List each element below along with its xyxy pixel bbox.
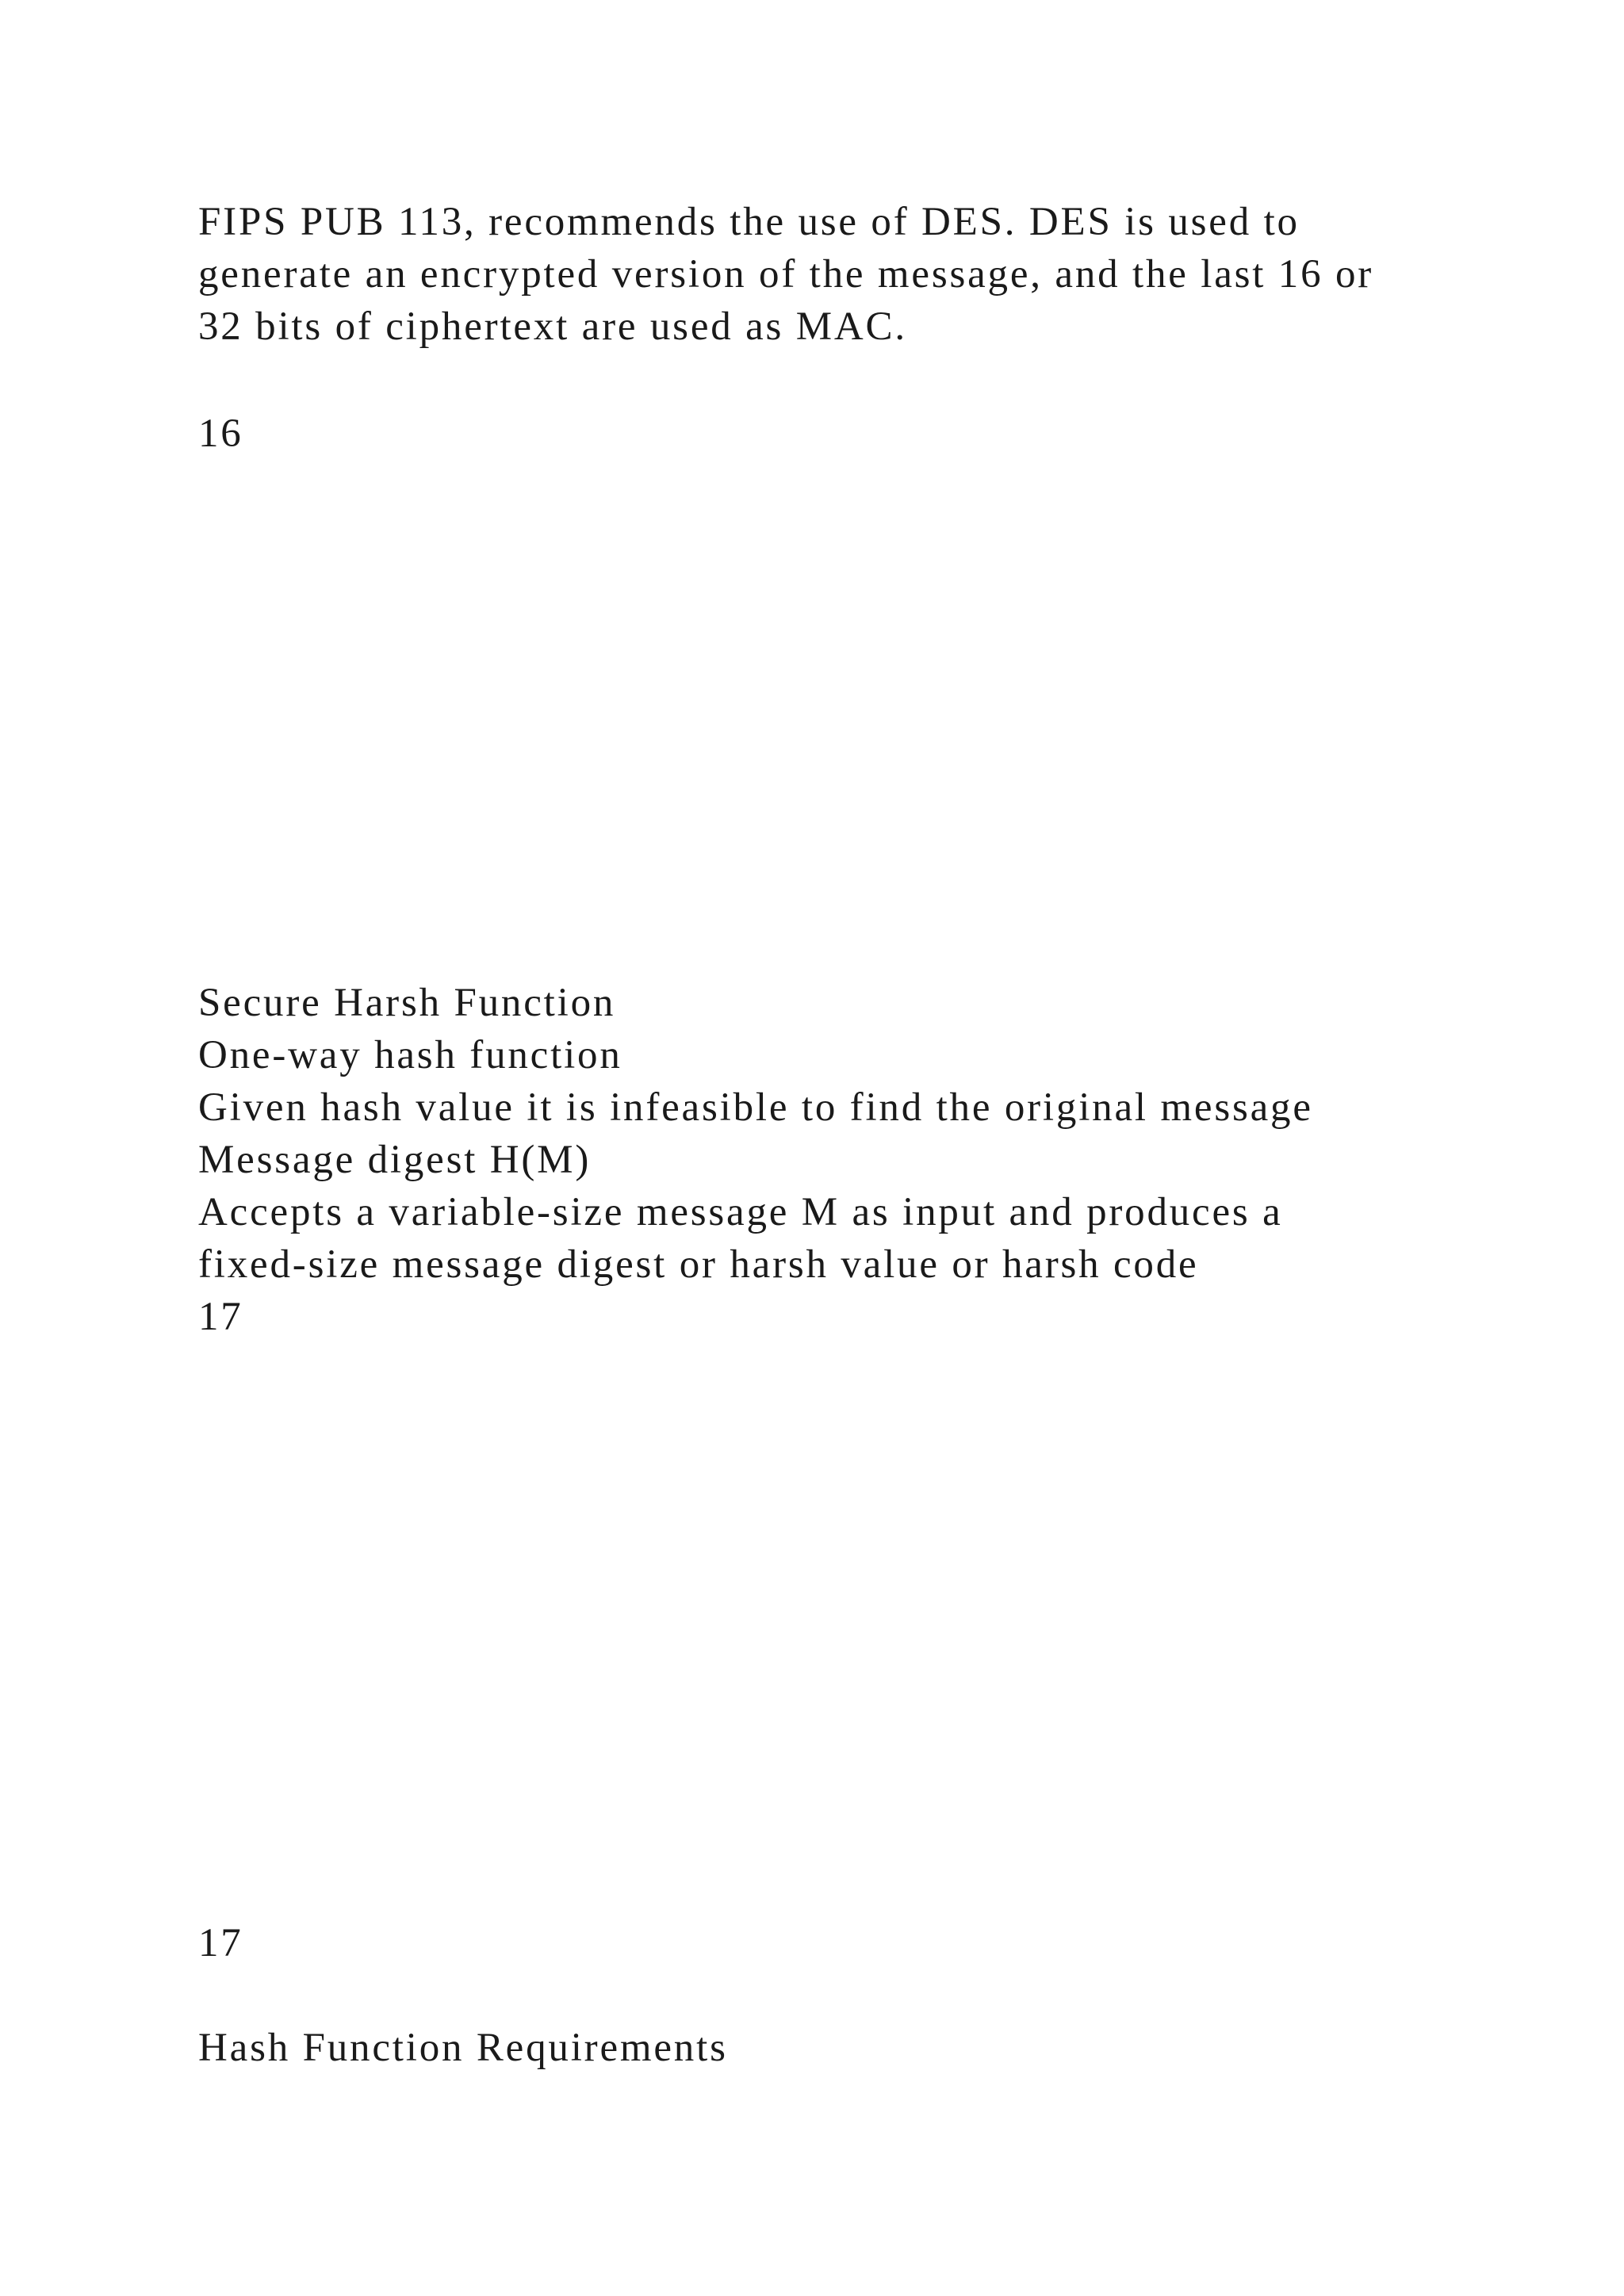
accepts-message-line-1: Accepts a variable-size message M as input and produces a (198, 1190, 1283, 1234)
secure-hash-heading: Secure Harsh Function (198, 981, 616, 1025)
hash-requirements-heading: Hash Function Requirements (198, 2026, 728, 2070)
one-way-hash-line: One-way hash function (198, 1033, 622, 1077)
accepts-message-line-2: fixed-size message digest or harsh value or harsh code (198, 1242, 1199, 1287)
des-paragraph-line-3: 32 bits of ciphertext are used as MAC. (198, 304, 907, 349)
message-digest-line: Message digest H(M) (198, 1138, 592, 1182)
des-paragraph-line-1: FIPS PUB 113, recommends the use of DES. DES is used to (198, 200, 1300, 244)
inline-number-17: 17 (198, 1295, 243, 1339)
page-number-17: 17 (198, 1921, 243, 1965)
infeasible-line: Given hash value it is infeasible to find the original message (198, 1085, 1313, 1130)
page-number-16: 16 (198, 411, 243, 456)
des-paragraph-line-2: generate an encrypted version of the message, and the last 16 or (198, 252, 1374, 297)
